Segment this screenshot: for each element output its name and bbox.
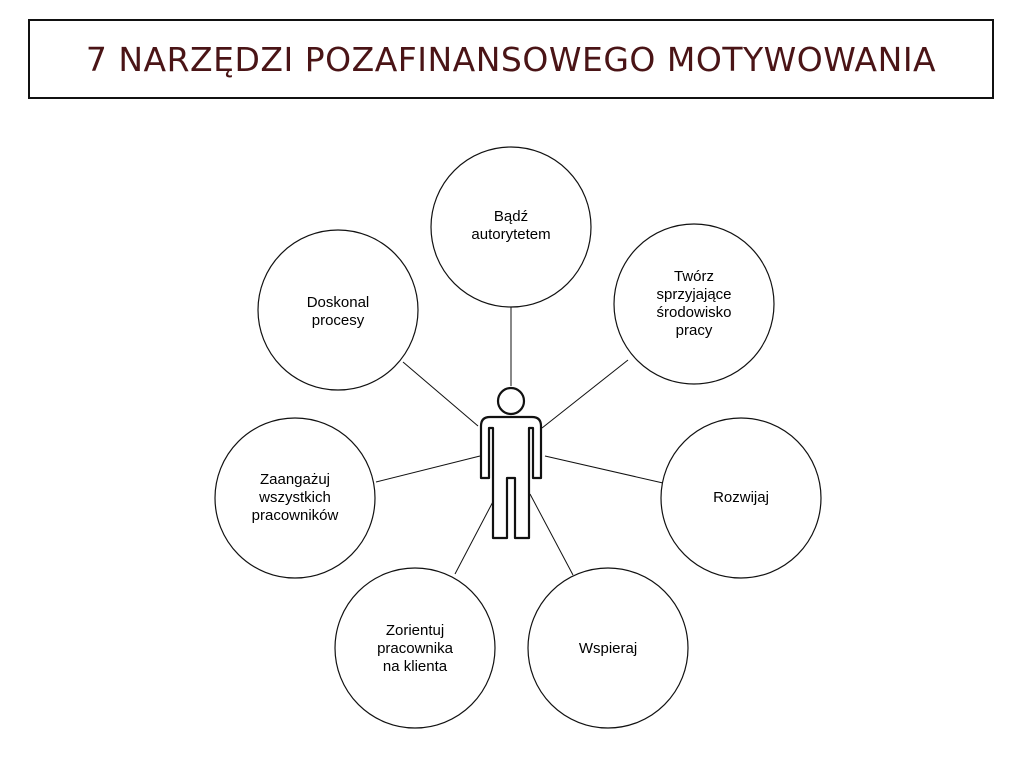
connector-zorientuj — [455, 494, 497, 574]
connector-tworz-srodowisko — [542, 360, 628, 428]
page-title: 7 NARZĘDZI POZAFINANSOWEGO MOTYWOWANIA — [85, 39, 937, 79]
connector-doskonal-procesy — [403, 362, 478, 426]
node-label-zaangazuj: Zaangażuj wszystkich pracowników — [251, 471, 339, 524]
connector-zaangazuj — [376, 456, 480, 482]
node-label-doskonal-procesy: Doskonal procesy — [306, 294, 370, 329]
node-label-tworz-srodowisko: Twórz sprzyjające środowisko pracy — [656, 268, 732, 339]
person-icon — [481, 388, 541, 538]
node-label-wspieraj: Wspieraj — [578, 640, 638, 657]
node-label-zorientuj: Zorientuj pracownika na klienta — [377, 622, 453, 675]
connector-wspieraj — [530, 494, 573, 575]
node-label-rozwijaj: Rozwijaj — [713, 489, 769, 506]
connector-rozwijaj — [545, 456, 663, 483]
node-label-badz-autorytetem: Bądź autorytetem — [471, 208, 551, 243]
